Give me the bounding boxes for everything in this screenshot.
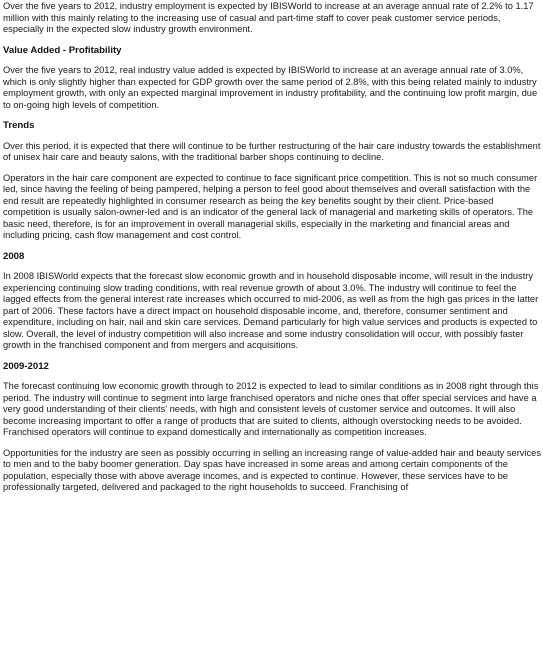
paragraph-2008: In 2008 IBISWorld expects that the forecast slow economic growth and in household disposable income, will result in the industry experiencing continuing slow trading conditions, with real revenue growth of about 3.0%. The industry will continue to feel the lagged effects from the general interest rate increases which occurred to mid-2006, as well as from the high gas prices in the latter part of 2006. These factors have a direct impact on household disposable income, and, therefore, consumer sentiment and expenditure, including on hair, nail and skin care services. Demand particularly for high value services and products is expected to slow. Overall, the level of industry competition will also increase and some industry consolidation will occur, with possibly faster growth in the franchised component and from mergers and acquisitions. (3, 271, 539, 350)
paragraph-price-competition: Operators in the hair care component are expected to continue to face significant price competition. This is not so much consumer led, since having the feeling of being pampered, helping a person to feel good about themselves and overall satisfaction with the end result are repeatedly highlighted in consumer research as being the key benefits sought by their client. Price-based competition is usually salon-owner-led and is an indicator of the general lack of managerial and marketing skills of operators. The basic need, therefore, is for an improvement in overall managerial skills, especially in the marketing and financial areas and including pricing, cash flow management and cost control. (3, 172, 538, 240)
heading-value-added: Value Added - Profitability (3, 44, 122, 56)
heading-2008: 2008 (3, 250, 25, 262)
paragraph-value-added: Over the five years to 2012, real industry value added is expected by IBISWorld to increase at an average annual rate of 3.0%, which is only slightly higher than expected for GDP growth over the same period of 2.8%, with this being related mainly to industry employment growth, with only an expected marginal improvement in industry profitability, and the continuing low profit margin, due to on-going high levels of competition. (3, 65, 538, 110)
paragraph-2009-2012: The forecast continuing low economic growth through to 2012 is expected to lead to similar conditions as in 2008 right through this period. The industry will continue to segment into large franchised operators and niche ones that offer special services and have a very good understanding of their clients' needs, with high and consistent levels of customer service and outcomes. It will also become increasing important to offer a range of products that are suited to clients, although overstocking needs to be avoided. Franchised operators will continue to expand domestically and internationally as competition increases. (3, 381, 539, 437)
paragraph-restructuring: Over this period, it is expected that there will continue to be further restructuring of the hair care industry towards the establishment of unisex hair care and beauty salons, with the traditional barber shops continuing to decline. (3, 140, 541, 162)
document-page (3, 1, 541, 503)
paragraph-employment: Over the five years to 2012, industry employment is expected by IBISWorld to increase at an average annual rate of 2.2% to 1.17 million with this mainly relating to the increasing use of casual and part-time staff to cover peak customer service periods, especially in the expected slow industry growth environment. (3, 1, 534, 34)
paragraph-opportunities: Opportunities for the industry are seen as possibly occurring in selling an increasing range of value-added hair and beauty services to men and to the baby boomer generation. Day spas have increased in some areas and among certain components of the population, especially those with above average incomes, and is expected to continue. However, these services have to be professionally targeted, delivered and packaged to the right households to succeed. Franchising of (3, 447, 541, 492)
heading-2009-2012: 2009-2012 (3, 360, 49, 372)
heading-trends: Trends (3, 120, 35, 131)
